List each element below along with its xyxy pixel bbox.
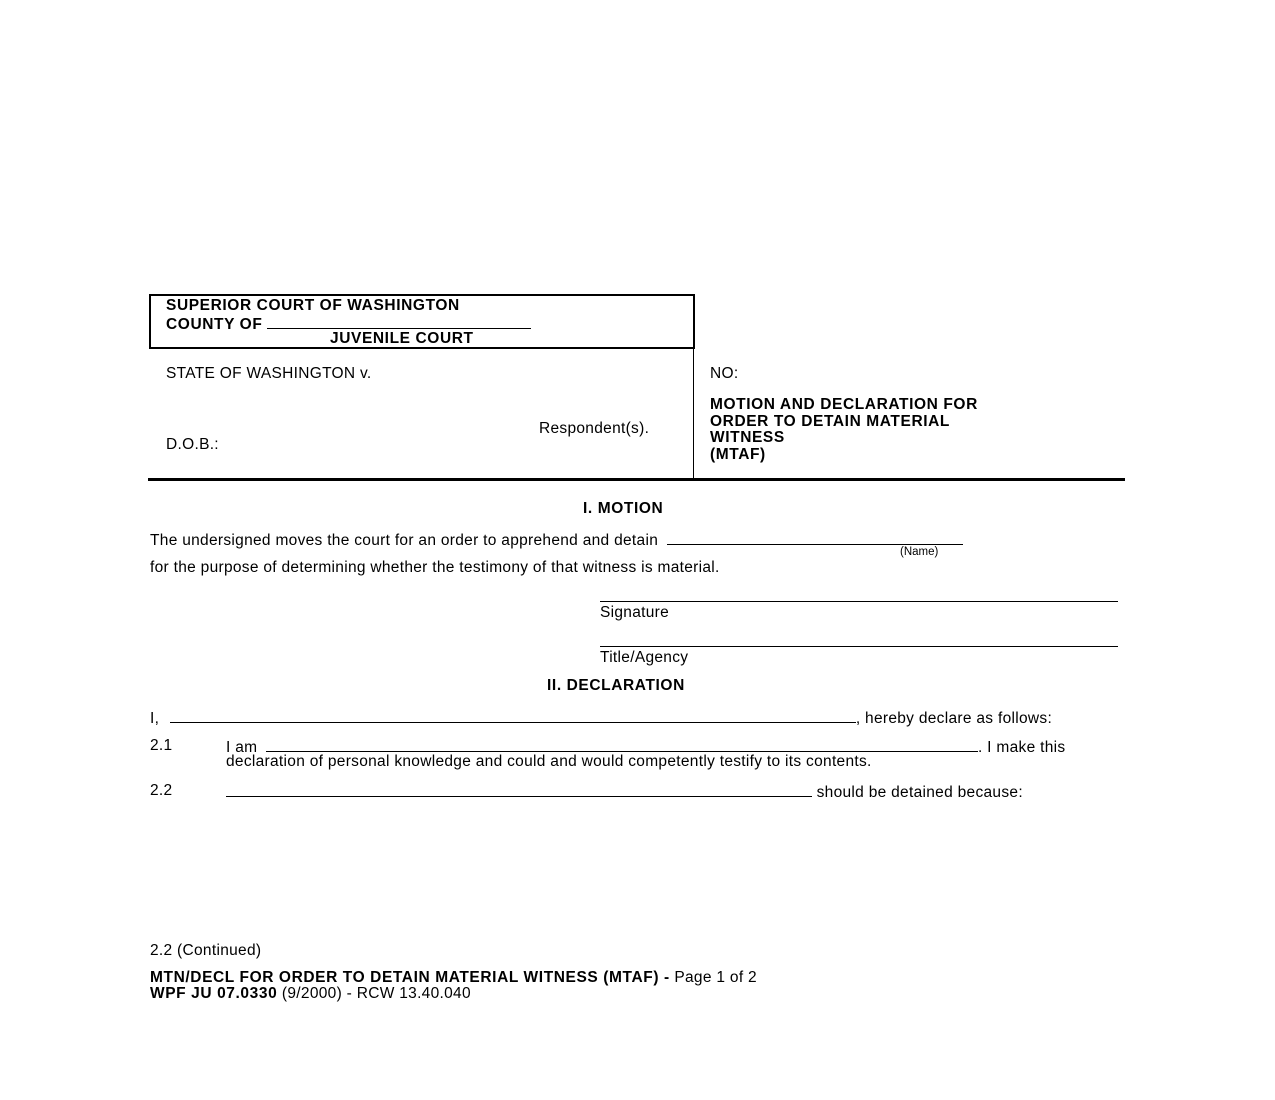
motion-text-line2: for the purpose of determining whether the testimony of that witness is material.: [150, 559, 720, 576]
caption-divider: [693, 349, 694, 478]
witness-name-blank[interactable]: [667, 530, 963, 545]
title-agency-label: Title/Agency: [600, 649, 689, 666]
item-2-2-line: [226, 782, 1023, 802]
item-2-2-suffix: should be detained because:: [816, 784, 1023, 801]
document-title-line: ORDER TO DETAIN MATERIAL: [710, 412, 951, 430]
caption-bottom-rule: [148, 478, 1125, 481]
signature-line[interactable]: [600, 601, 1118, 602]
declarant-name-blank[interactable]: [170, 708, 856, 723]
footer-page-label: Page 1 of 2: [674, 969, 757, 986]
dob-label: D.O.B.:: [166, 436, 219, 453]
county-label: COUNTY OF: [166, 316, 263, 333]
juvenile-court-label: JUVENILE COURT: [330, 330, 474, 347]
document-title: [710, 397, 978, 463]
continued-label: 2.2 (Continued): [150, 942, 262, 959]
declarant-suffix: , hereby declare as follows:: [855, 710, 1053, 727]
detainee-name-blank[interactable]: [226, 782, 812, 797]
declarant-role-blank[interactable]: [266, 737, 978, 752]
motion-heading: I. MOTION: [583, 500, 664, 517]
footer-form-code: WPF JU 07.0330: [150, 985, 278, 1002]
item-2-1-suffix: . I make this: [977, 739, 1066, 756]
item-2-1-prefix: I am: [226, 739, 258, 756]
footer-form-title: MTN/DECL FOR ORDER TO DETAIN MATERIAL WITNESS (MTAF) -: [150, 969, 670, 986]
case-number-label: NO:: [710, 365, 739, 382]
signature-label: Signature: [600, 604, 670, 621]
document-title-line: WITNESS: [710, 429, 785, 446]
county-blank[interactable]: [267, 314, 531, 329]
document-title-line: MOTION AND DECLARATION FOR: [710, 396, 978, 413]
document-title-line: (MTAF): [710, 445, 766, 463]
declarant-prefix: I,: [150, 710, 160, 727]
footer-revision: (9/2000) - RCW 13.40.040: [281, 985, 471, 1002]
motion-text: The undersigned moves the court for an order to apprehend and detain: [150, 532, 659, 549]
court-name: SUPERIOR COURT OF WASHINGTON: [166, 297, 460, 314]
respondent-label: Respondent(s).: [539, 420, 650, 437]
item-2-1-number: 2.1: [150, 737, 173, 754]
declaration-heading: II. DECLARATION: [547, 677, 685, 694]
item-2-1-line2: declaration of personal knowledge and could and would competently testify to its contents.: [226, 753, 872, 770]
party-name: STATE OF WASHINGTON v.: [166, 365, 372, 382]
item-2-2-number: 2.2: [150, 782, 173, 799]
footer-code-line: [150, 985, 471, 1003]
title-agency-line[interactable]: [600, 646, 1118, 647]
motion-text-line1: [150, 530, 963, 550]
name-caption: (Name): [900, 546, 939, 558]
declarant-line: [150, 708, 1052, 728]
